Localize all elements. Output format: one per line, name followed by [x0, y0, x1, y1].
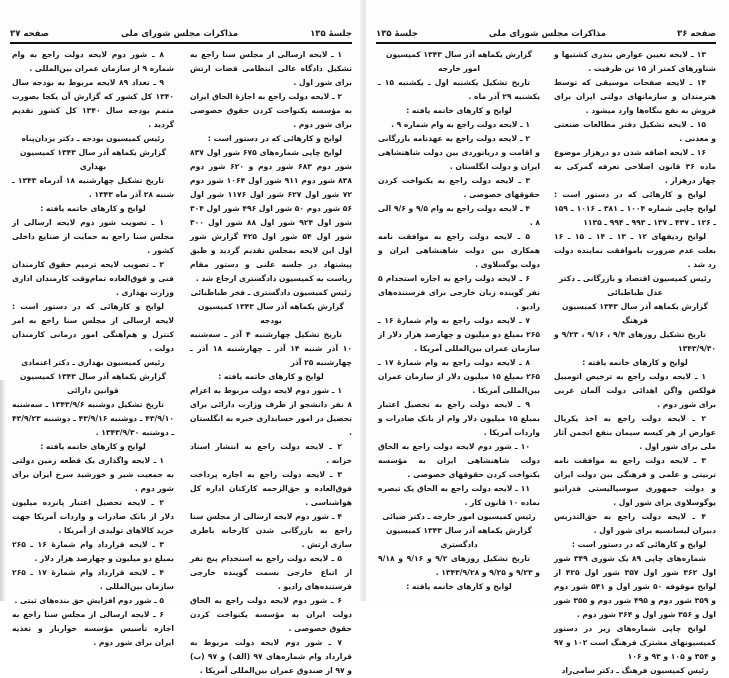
left-page: [0, 0, 362, 675]
paragraph: ۵ ـ شور دوم افزایش حق بنده‌های ثبتی .: [14, 596, 164, 605]
paragraph: لوایح و کارهائی که در دستور است : لایحه ارسالی از مجلس سنا راجع به امر کنترل و هم‌آهنگی امور درمانی کارمندان دولت .: [12, 302, 174, 353]
paragraph: ۶ ـ شور دوم لایحه دولت راجع به الحاق دولت ایران به مؤسسه یکنواخت کردن حقوق خصوصی .: [190, 596, 352, 633]
paragraph: ۱ ـ لایحه دولت راجع به وام شماره ۹ .: [391, 120, 530, 129]
paragraph: ۲ ـ لایحه دولت راجع به عهدنامه بازرگانی و اقامت و دریانوردی بین دولت شاهنشاهی ایران و دولت انگلستان .: [378, 134, 540, 171]
paragraph: ۱۱ ـ لایحه دولت راجع به الحاق یک تبصره بماده ۱۰ قانون کار .: [378, 484, 540, 507]
paragraph: ۴ ـ لایحه دولت راجع به وام ۹/۵ و ۹/۶ الی ۸ .: [378, 204, 540, 227]
text-column-left: [378, 48, 540, 594]
paragraph: ۲ ـ لایحه دولت راجع به اجازهٔ الحاق ایران به مؤسسه یکنواخت کردن حقوق خصوصی برای شور دوم .: [190, 92, 352, 129]
scan-shadow: [0, 380, 6, 601]
paragraph: رئیس کمیسیون بودجه ـ دکتر یزدان‌پناه: [21, 134, 165, 143]
paragraph: ۱۶ ـ لایحه اضافه شدن دو درهزار موضوع ماده ۳۶ قانون اصلاحی تعرفه گمرکی به چهار درهزار .: [554, 148, 716, 185]
running-header: [376, 27, 716, 41]
paragraph: ۵ ـ لایحه دولت راجع به استخدام پنج نفر از اتباع خارجی بسمت گوینده خارجی فرستنده‌های رادیو .: [190, 554, 352, 591]
text-column-left: [12, 48, 174, 650]
publication-title: مذاکرات مجلس شورای ملی: [488, 29, 607, 39]
paragraph: رئیس کمیسیون فرهنگ ـ دکتر سامی‌راد: [561, 666, 709, 675]
paragraph: گزارش یکماهه آذر سال ۱۳۴۳ کمیسیون بهداری: [20, 148, 166, 171]
page-number: صفحه ۳۷: [10, 29, 49, 39]
paragraph: ۷ ـ لایحه دولت راجع به وام شمارهٔ ۱۶ ـ ۲۶۵ بمبلغ دو میلیون و چهارصد هزار دلار از سازمان عمران بین‌المللی آمریکا .: [378, 316, 540, 353]
paragraph: لوایح و کارهای خاتمه یافته :: [40, 204, 146, 213]
paragraph: رئیس کمیسیون دادگستری ـ فخر طباطبائی: [190, 288, 352, 297]
paragraph: ۷ ـ شور دوم لایحه دولت مربوط به قرارداد وام شماره‌های ۹۷ (الف) و ۹۷ (ب) و ۹۷ از صندوق عمران بین‌المللی آمریکا .: [190, 638, 352, 675]
paragraph: ۴ ـ لایحه دولت راجع به حق‌التدریس دبیران لیسانسیه برای شور اول .: [554, 512, 716, 535]
running-header: [10, 27, 352, 41]
right-page: [366, 0, 729, 675]
session-number: جلسهٔ ۱۳۵: [376, 29, 418, 39]
paragraph: ۸ ـ شور دوم لایحه دولت راجع به وام شماره ۹ از سازمان عمران بین‌المللی .: [12, 50, 174, 73]
paragraph: گزارش یکماهه آذر سال ۱۳۴۳ کمیسیون دادگستری: [386, 526, 532, 549]
paragraph: ۳ ـ لایحه قرارداد وام شمارهٔ ۱۶ ـ ۲۶۵ بمبلغ دو میلیون و چهارصد هزار دلار .: [12, 540, 174, 563]
paragraph: ۳ ـ لایحه دولت راجع به اجازه پرداخت فوق‌العاده و حق‌الزحمه کارکنان اداره کل هواشناسی .: [190, 470, 352, 507]
page-number: صفحه ۳۶: [677, 29, 716, 39]
paragraph: ۱۳ ـ لایحه تعیین عوارض بندری کشتیها و شناورهای کمتر از ۱۵ تن ظرفیت .: [554, 50, 716, 73]
header-rule: [376, 42, 716, 44]
paragraph: ۶ ـ لایحه دولت راجع به اجازه استخدام ۵ نفر گوینده زبان خارجی برای فرستنده‌های رادیو .: [378, 274, 540, 311]
paragraph: لوایح و کارهائی که در دستور است :: [571, 540, 706, 549]
paragraph: لوایح و کارهای خاتمه یافته :: [406, 582, 512, 591]
paragraph: ۳ ـ لایحه دولت راجع به موافقت نامه تربیتی و علمی و فرهنگی بین دولت ایران و دولت جمهوری سوسیالیستی فدراتیو یوگوسلاوی برای شور اول .: [554, 456, 716, 507]
publication-title: مذاکرات مجلس شورای ملی: [120, 29, 239, 39]
paragraph: ۵ ـ لایحه دولت راجع به موافقت نامه همکاری بین دولت شاهنشاهی ایران و دولت یوگسلاوی .: [378, 232, 540, 269]
paragraph: ۱ ـ لایحه دولت راجع به ترخیص اتومبیل فولکس واگن اهدائی دولت آلمان غربی برای شور دوم .: [554, 372, 716, 409]
paragraph: ۱ ـ تصویب شور دوم لایحه ارسالی از مجلس سنا راجع به حمایت از صنایع داخلی کشور .: [12, 218, 174, 255]
paragraph: ۳ ـ لایحه دولت راجع به یکنواخت کردن حقوقهای خصوصی .: [378, 176, 540, 199]
paragraph: ۱۴ ـ لایحه صفحات موسیقی که توسط هنرمندان و سازمانهای دولتی ایران برای فروش به نفع بنگاه‌ها وارد میشود .: [554, 78, 716, 115]
paragraph: ۲ ـ لایحه دولت راجع به انتشار اسناد خزانه .: [190, 442, 352, 465]
paragraph: تاریخ تشکیل یکشنبه اول ـ یکشنبه ۱۵ ـ یکشنبه ۲۹ آذر ماه .: [378, 78, 540, 101]
paragraph: لوایح و کارهای خاتمه یافته :: [40, 442, 146, 451]
paragraph: لوایح و کارهائی که در دستور است :: [207, 134, 342, 143]
paragraph: ۲ ـ لایحه دولت راجع به اخذ یکریال عوارض از هر کیسه سیمان بنفع انجمن آثار ملی برای شور اول .: [554, 414, 716, 451]
text-column-right: [190, 48, 352, 678]
paragraph: تاریخ تشکیل روزهای ۹/۲ و ۹/۱۶ و ۹/۱۸ و ۹/۲۳ و ۹/۲۵ و ۱۳۴۳/۹/۲۸ .: [378, 554, 540, 577]
text-column-right: [554, 48, 716, 678]
paragraph: لوایح ردیفهای ۱۲ ـ ۱۳ ـ ۱۴ ـ ۱۵ ـ ۱۶ بعلت عدم ضرورت باموافقت نماینده دولت رد شد .: [554, 232, 716, 269]
paragraph: ۱ ـ شور دوم لایحه دولت مربوط به اعزام ۸ نفر دانشجو از طرف وزارت دارائی برای تحصیل در امور حسابداری خبره به انگلستان .: [190, 386, 352, 437]
paragraph: گزارش یکماهه آذر سال ۱۳۴۳ کمیسیون فرهنگ: [562, 302, 708, 325]
paragraph: ۶ ـ لایحه ارسالی از مجلس سنا راجع به اجازه تأسیس مؤسسه خواربار و تغذیه ایران برای شور دوم .: [12, 610, 174, 647]
paragraph: لوایح و کارهای خاتمه یافته :: [218, 372, 324, 381]
paragraph: رئیس کمیسیون اقتصاد و بازرگانی ـ دکتر عدل طباطبائی: [558, 274, 712, 297]
paragraph: ۸ ـ لایحه دولت راجع به وام شمارهٔ ۱۷ ـ ۲۶۵ بمبلغ ۱۵ میلیون دلار از سازمان عمران بین‌المللی آمریکا .: [378, 358, 541, 395]
paragraph: لوایح چاپی شماره‌های زیر در دستور کمیسیونهای مشترک فرهنگ است ۱۰۲ و ۹۷ و ۳۵۴ و ۱۰۵ و ۹۳ و ۱۰۶: [554, 624, 716, 661]
paragraph: رئیس کمیسیون امور خارجه ـ دکتر ضیائی: [382, 512, 536, 521]
paragraph: گزارش یکماهه آذر سال ۱۳۴۳ کمیسیون قوانین دارائی: [20, 372, 166, 395]
paragraph: گزارش یکماهه آذر سال ۱۳۴۳ کمیسیون بودجه: [198, 302, 344, 325]
paragraph: لوایح و کارهائی که در دستور است : لوایح چاپی شماره ۱۰۰۴ ـ ۳۸۱ ـ ۱۰۱۶ ـ ۱۵۹ ـ ۱۲۶ ـ ۴۳۷ ـ ۱۳۷ ـ ۹۹۳ ـ ۹۹۴ ـ ۱۱۳۵: [554, 190, 716, 227]
paragraph: رئیس کمیسیون بهداری ـ دکتر اعتمادی: [21, 358, 165, 367]
paragraph: لوایح و کارهای خاتمه یافته :: [582, 358, 688, 367]
paragraph: ۲ ـ تصویب لایحه ترمیم حقوق کارمندان فنی و فوق‌العاده تمام‌وقت کارمندان اداری وزارت بهداری .: [12, 260, 174, 297]
paragraph: شماره‌های چاپی ۸۹ یک شوری ۳۴۹ شور اول ۳۶۲ شور اول ۳۵۷ شور اول ۴۲۵ از لوایح موقوفه ۵۰ شور اول و ۵۴۱ شور دوم و ۳۵۹ شور دوم و ۴۹۵ شور دوم و ۳۵۵ شور اول و ۳۵۶ شور اول و ۳۶۴ شور دوم .: [554, 554, 717, 619]
session-number: جلسهٔ ۱۳۵: [310, 29, 352, 39]
paragraph: لوایح چاپی شماره‌های ۶۷۵ شور اول ۸۳۷ شور دوم ۶۸۳ شور دوم و ۶۲۰ شور دوم ۸۳۸ شور دوم ۹۱۱ شور اول ۱۰۶۴ شور دوم ۷۲ شور اول ۶۲۷ شور اول ۱۱۷۶ شور اول ۵۶ شور دوم ۵۰ شور اول ۴۹۶ شور اول ۳۰۴ شور اول ۹۲۴ شور اول ۸۸ شور اول ۳۰۰ شور اول ۵۴ شور اول ۴۲۵ گزارش شور اول این لایحه بمجلس تقدیم گردید و طبق پیشنهاد در جلسه علنی و دستور مقام ریاست به کمیسیون دادگستری ارجاع شد .: [190, 148, 352, 283]
header-rule: [10, 42, 352, 44]
paragraph: ۹ ـ تعداد ۸۹ لایحه مربوط به بودجه سال ۱۳۴۰ کل کشور که گزارش آن یکجا بصورت متمم بودجه سال ۱۳۴۰ کل کشور تقدیم گردید .: [12, 78, 174, 129]
paragraph: ۲ ـ لایحه تحصیل اعتبار پانزده میلیون دلار از بانک صادرات و واردات آمریکا جهت خرید کالاهای تولیدی از آمریکا .: [12, 498, 174, 535]
paragraph: تاریخ تشکیل روزهای ۹/۴ ، ۹/۱۶ ، ۹/۲۳ و ۱۳۴۳/۹/۳۰: [554, 330, 716, 353]
paragraph: گزارش یکماهه آذر سال ۱۳۴۳ کمیسیون امور خارجه: [386, 50, 532, 73]
paragraph: تاریخ تشکیل دوشنبه ۱۳۴۳/۹/۶ ـ سه‌شنبه ۴۳/۹/۱۰ ـ دوشنبه ۴۳/۹/۱۶ ـ دوشنبه ۴۳/۹/۲۳ ـ دوشنبه ۱۳۴۳/۹/۳۰ .: [12, 400, 175, 437]
paragraph: ۱ ـ لایحه واگذاری یک قطعه زمین دولتی به جمعیت شیر و خورشید سرخ ایران برای شور دوم .: [12, 456, 174, 493]
paragraph: ۴ ـ شور دوم لایحه ارسالی از مجلس سنا راجع به بازرگانی شدن کارخانه باطری سازی ارتش .: [190, 512, 352, 549]
paragraph: لوایح و کارهای خاتمه یافته :: [406, 106, 512, 115]
paragraph: ۹ ـ لایحه دولت راجع به تحصیل اعتبار بمبلغ ۱۵ میلیون دلار وام از بانک صادرات و واردات آمریکا .: [378, 400, 540, 437]
paragraph: تاریخ تشکیل چهارشنبه ۱۸ آذرماه ۱۳۴۳ ـ شنبه ۲۸ آذر ماه ۱۳۴۳ .: [12, 176, 174, 199]
paragraph: ۴ ـ لایحه قرارداد وام شمارهٔ ۱۷ ـ ۲۶۵ سازمان بین‌المللی .: [12, 568, 174, 591]
paragraph: تاریخ تشکیل چهارشنبه ۴ آذر ـ سه‌شنبه ۱۰ آذر شنبه ۱۴ آذر ـ چهارشنبه ۱۸ آذر ـ چهارشنبه ۲۵ آذر: [190, 330, 352, 367]
paragraph: ۱۵ ـ لایحه تشکیل دفتر مطالعات صنعتی و معدنی .: [554, 120, 716, 143]
paragraph: ۱ ـ لایحه ارسالی از مجلس سنا راجع به تشکیل دادگاه عالی انتظامی قضات ارتش برای شور اول .: [190, 50, 352, 87]
paragraph: ۱۰ ـ شور دوم لایحه دولت راجع به الحاق دولت شاهنشاهی ایران به مؤسسه یکنواخت کردن حقوقهای خصوصی .: [378, 442, 540, 479]
